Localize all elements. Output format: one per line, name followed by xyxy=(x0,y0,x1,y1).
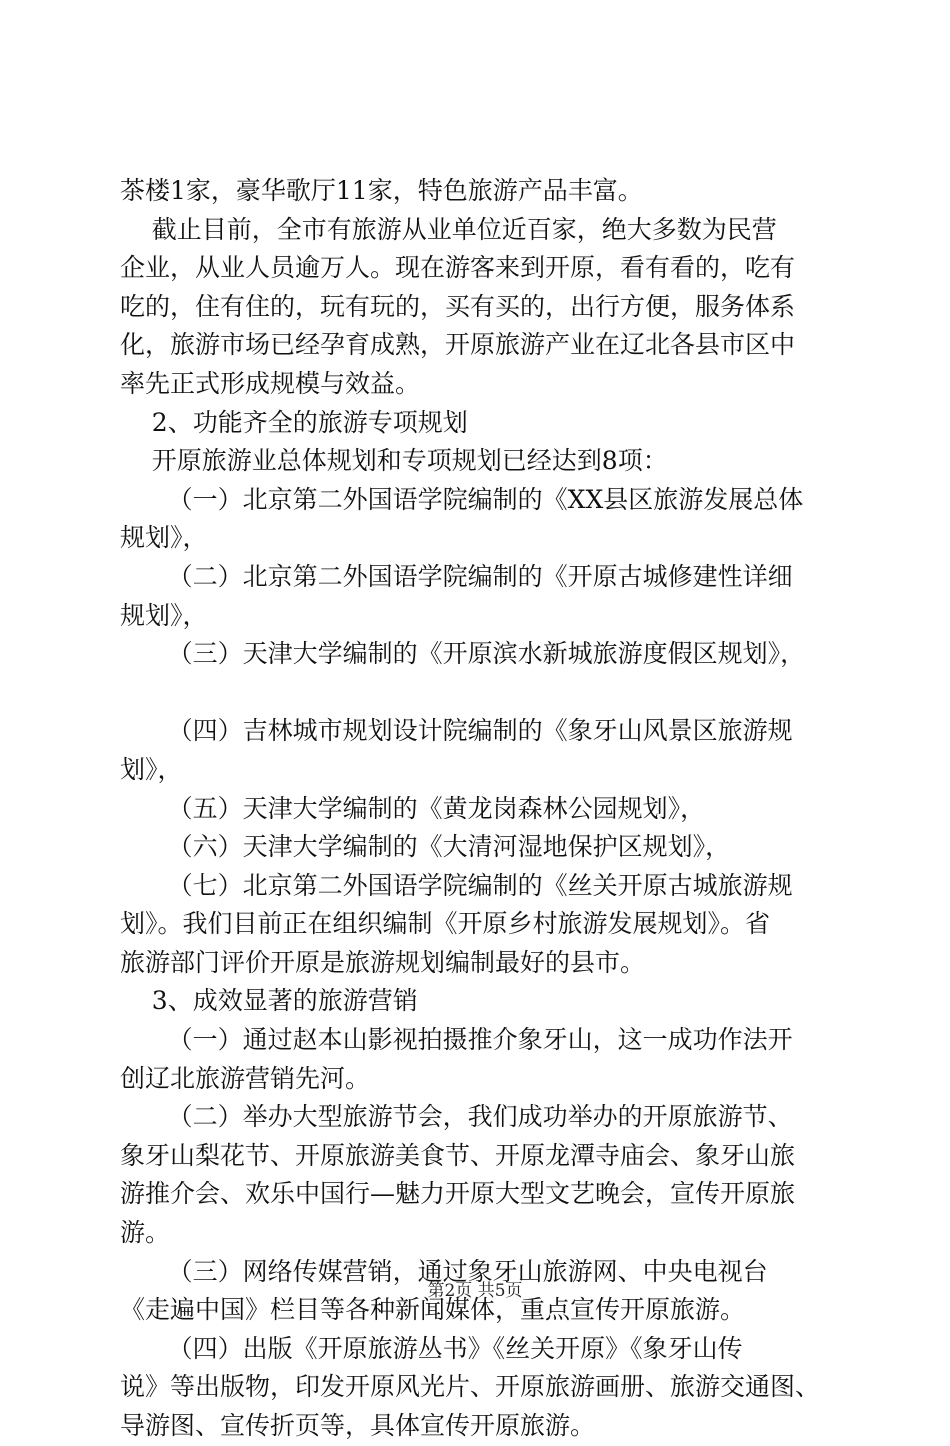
text-line: 截止目前，全市有旅游从业单位近百家，绝大多数为民营 xyxy=(120,214,777,244)
text-line: （四）吉林城市规划设计院编制的《象牙山风景区旅游规 xyxy=(120,716,793,746)
text-line: （一）北京第二外国语学院编制的《XX县区旅游发展总体 xyxy=(120,484,804,514)
text-line: 创辽北旅游营销先河。 xyxy=(120,1063,371,1093)
text-line: 2、功能齐全的旅游专项规划 xyxy=(120,407,468,437)
text-line: 规划》， xyxy=(120,523,208,553)
text-line: 旅游部门评价开原是旅游规划编制最好的县市。 xyxy=(120,947,646,977)
page-footer: 第2页 共5页 xyxy=(427,1281,523,1301)
text-line: 3、成效显著的旅游营销 xyxy=(120,986,418,1016)
text-line: 规划》， xyxy=(120,600,208,630)
text-line: （四）出版《开原旅游丛书》《丝关开原》《象牙山传 xyxy=(120,1333,743,1363)
text-line: 化，旅游市场已经孕育成熟，开原旅游产业在辽北各县市区中 xyxy=(120,330,796,360)
text-line: 《走遍中国》栏目等各种新闻媒体，重点宣传开原旅游。 xyxy=(120,1295,746,1325)
document-body xyxy=(120,172,838,1446)
text-line: （三）网络传媒营销，通过象牙山旅游网、中央电视台 xyxy=(120,1256,768,1286)
text-line: （一）通过赵本山影视拍摄推介象牙山，这一成功作法开 xyxy=(120,1025,793,1055)
text-line: 茶楼1家，豪华歌厅11家，特色旅游产品丰富。 xyxy=(120,176,643,205)
text-line: （五）天津大学编制的《黄龙岗森林公园规划》， xyxy=(120,793,706,823)
text-line: （二）北京第二外国语学院编制的《开原古城修建性详细 xyxy=(120,561,793,591)
text-line: 划》。我们目前正在组织编制《开原乡村旅游发展规划》。省 xyxy=(120,909,771,939)
text-line: 游。 xyxy=(120,1218,171,1248)
text-line: 吃的，住有住的，玩有玩的，买有买的，出行方便，服务体系 xyxy=(120,291,796,321)
text-line: 象牙山梨花节、开原旅游美食节、开原龙潭寺庙会、象牙山旅 xyxy=(120,1140,796,1170)
text-line: 划》， xyxy=(120,754,183,784)
text-line: 游推介会、欢乐中国行—魅力开原大型文艺晚会，宣传开原旅 xyxy=(120,1179,796,1209)
text-line: 率先正式形成规模与效益。 xyxy=(120,368,421,398)
text-line: 说》等出版物，印发开原风光片、开原旅游画册、旅游交通图、 xyxy=(120,1372,821,1402)
text-line: （六）天津大学编制的《大清河湿地保护区规划》， xyxy=(120,832,731,862)
text-line xyxy=(120,674,838,713)
text-line: （七）北京第二外国语学院编制的《丝关开原古城旅游规 xyxy=(120,870,793,900)
text-line: 导游图、宣传折页等，具体宣传开原旅游。 xyxy=(120,1411,596,1440)
text-line: 企业，从业人员逾万人。现在游客来到开原，看有看的，吃有 xyxy=(120,253,796,283)
text-line: （二）举办大型旅游节会，我们成功举办的开原旅游节、 xyxy=(120,1102,793,1132)
text-line: （三）天津大学编制的《开原滨水新城旅游度假区规划》， xyxy=(120,639,806,669)
text-line: 开原旅游业总体规划和专项规划已经达到8项： xyxy=(120,446,668,476)
